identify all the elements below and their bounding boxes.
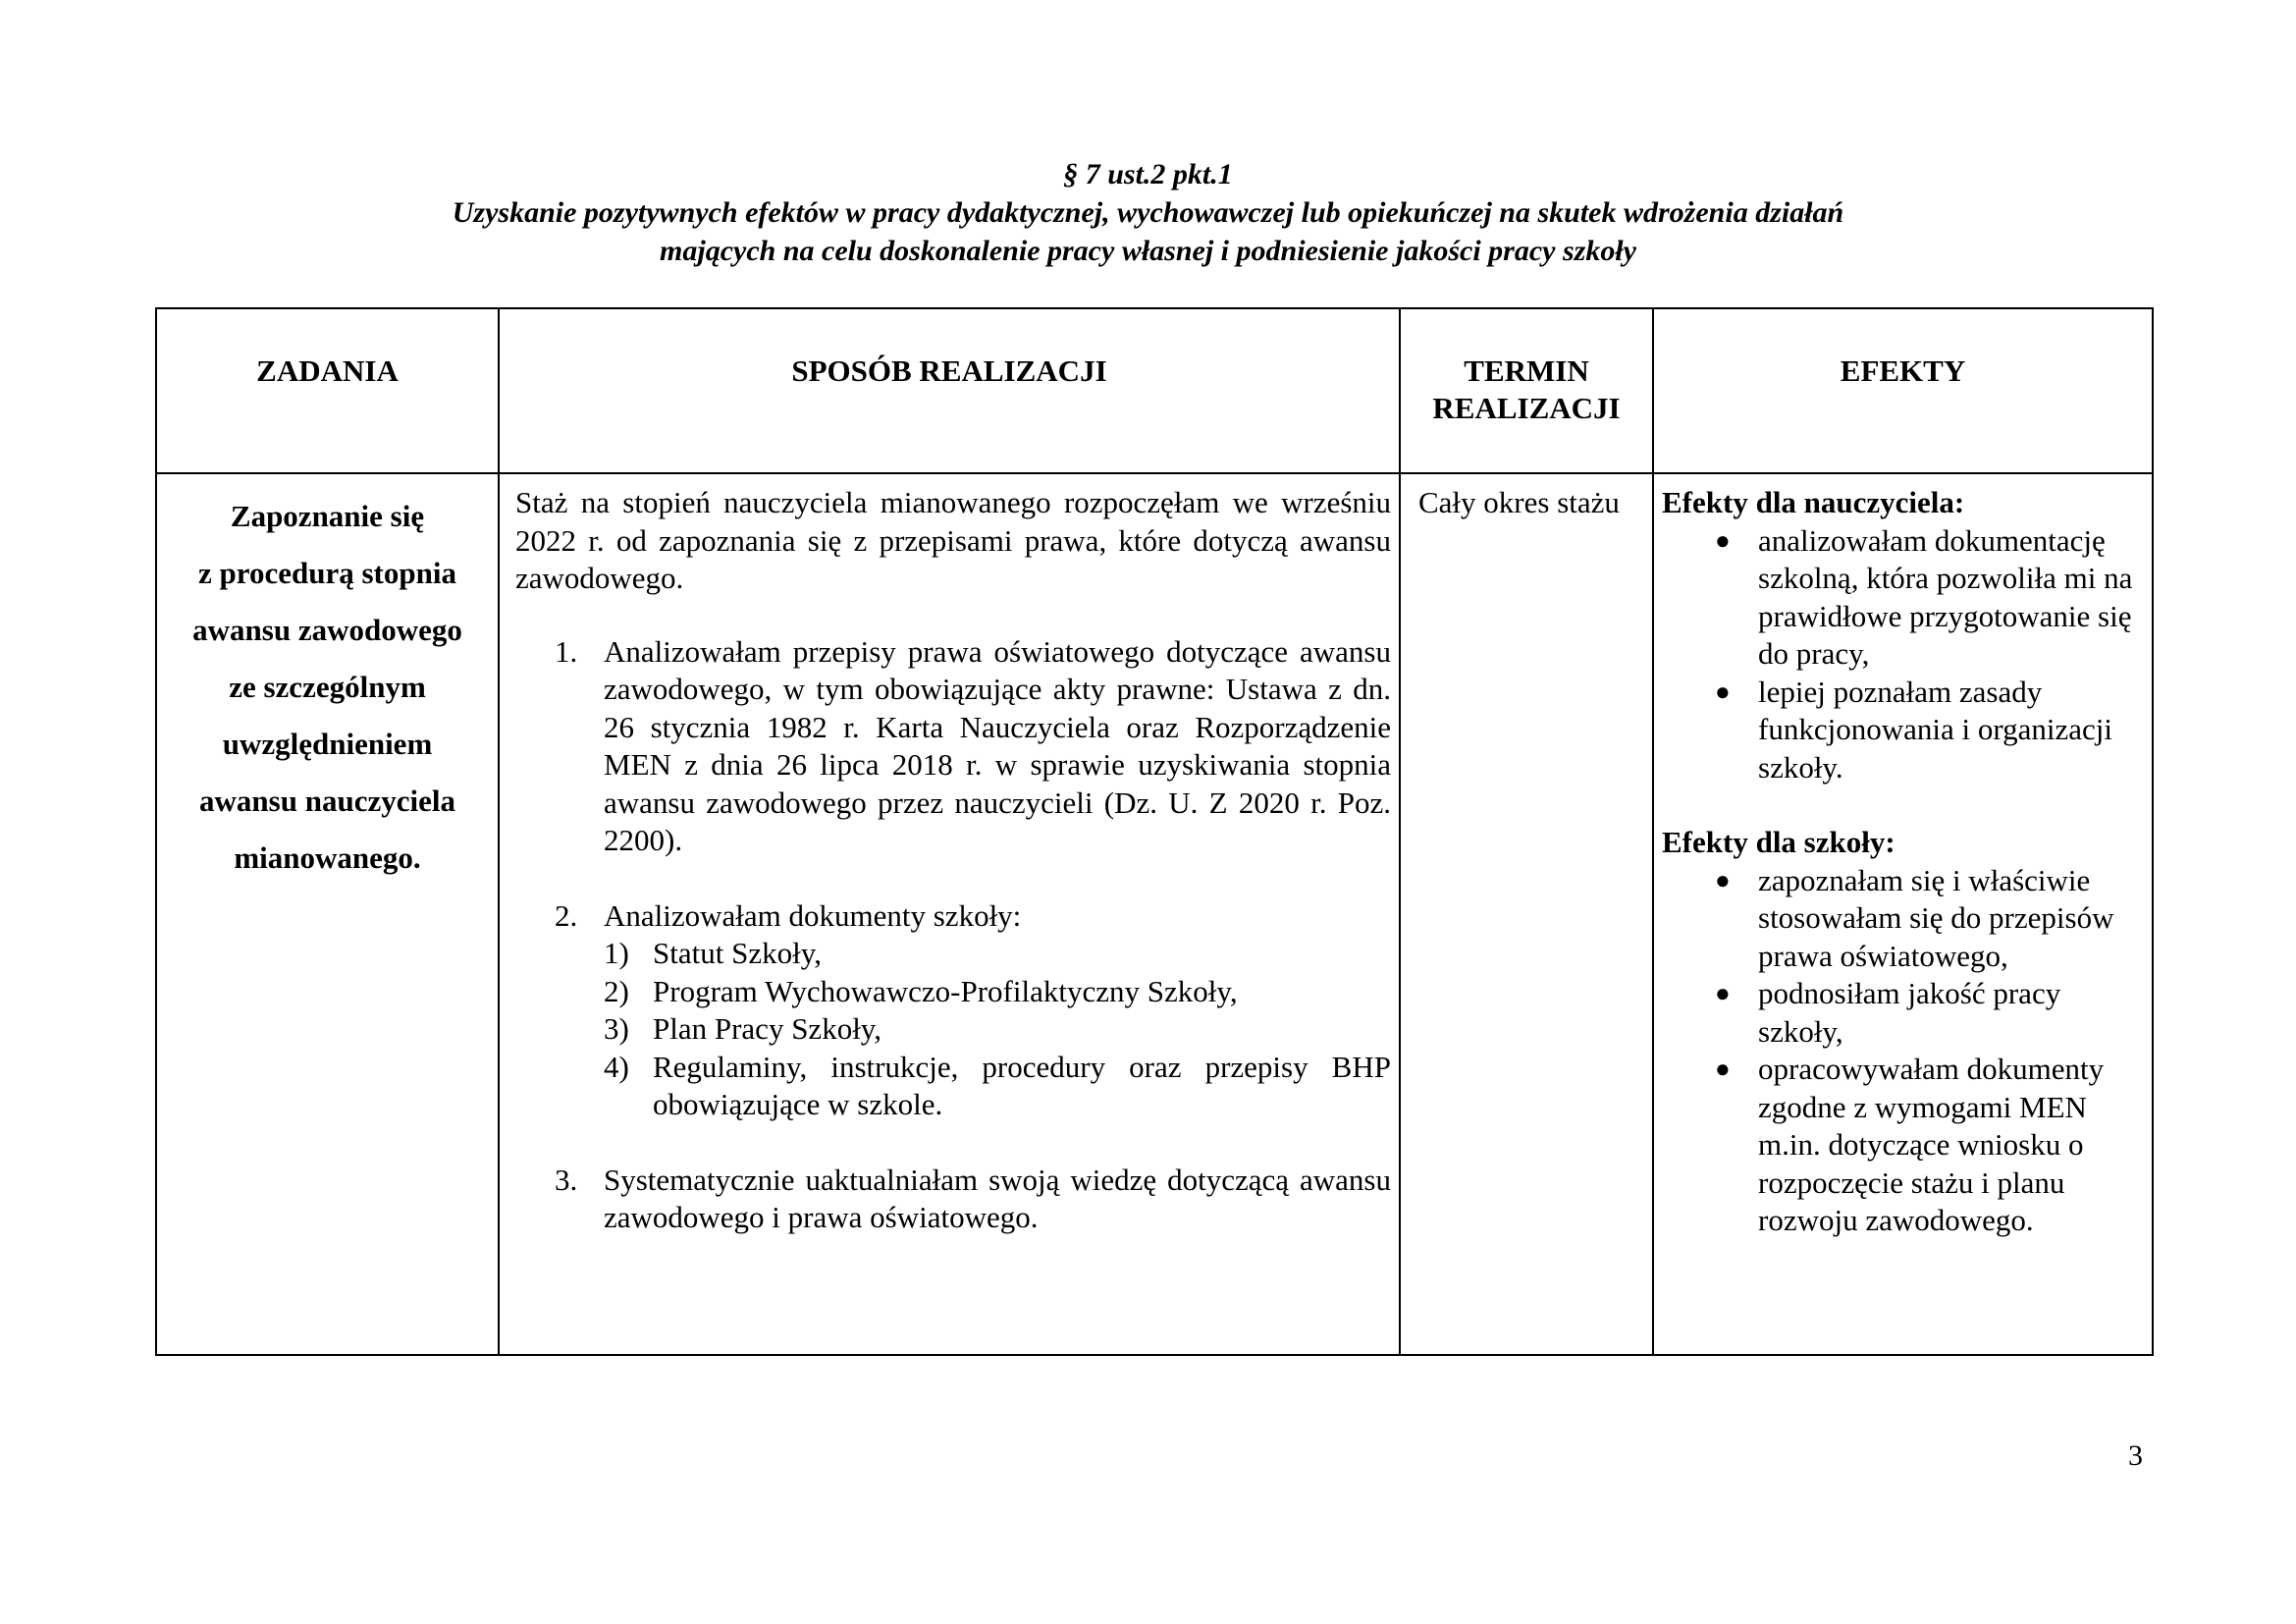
bullet-item-text: opracowywałam dokumenty zgodne z wymogami MEN m.in. dotyczące wniosku o rozpoczęcie stażu i planu rozwoju zawodowego. bbox=[1758, 1052, 2105, 1237]
sposob-cell bbox=[499, 473, 1400, 1355]
list-item-number: 2. bbox=[555, 897, 578, 933]
zadania-line: awansu nauczyciela bbox=[199, 784, 455, 818]
sposob-intro: Staż na stopień nauczyciela mianowanego rozpoczęłam we wrześniu 2022 r. od zapoznania się z przepisami prawa, które dotyczą awansu zawodowego. bbox=[515, 485, 1391, 595]
bullet-item-text: lepiej poznałam zasady funkcjonowania i organizacji szkoły. bbox=[1758, 674, 2112, 785]
header-termin-line2: REALIZACJI bbox=[1432, 391, 1621, 425]
list-item bbox=[515, 897, 1391, 1124]
zadania-line: awansu zawodowego bbox=[192, 613, 462, 647]
header-efekty: EFEKTY bbox=[1653, 308, 2153, 473]
efekty-teacher-list bbox=[1662, 522, 2144, 787]
sublist-item bbox=[604, 1010, 1391, 1049]
sublist-item-number: 1) bbox=[604, 936, 629, 970]
page-number: 3 bbox=[2128, 1439, 2143, 1472]
heading-paragraph-ref: § 7 ust.2 pkt.1 bbox=[1063, 158, 1233, 190]
bullet-item-text: podnosiłam jakość pracy szkoły, bbox=[1758, 976, 2061, 1049]
bullet-item-text: analizowałam dokumentację szkolną, która pozwoliła mi na prawidłowe przygotowanie się do pracy, bbox=[1758, 522, 2133, 671]
zadania-line: Zapoznanie się bbox=[230, 499, 425, 533]
sublist-item-text: Plan Pracy Szkoły, bbox=[653, 1011, 882, 1046]
zadania-line: z procedurą stopnia bbox=[198, 556, 456, 590]
list-item-text: Systematycznie uaktualniałam swoją wiedzę dotyczącą awansu zawodowego i prawa oświatowego. bbox=[604, 1162, 1391, 1234]
sublist-item-text: Statut Szkoły, bbox=[653, 936, 822, 970]
list-item-text: Analizowałam przepisy prawa oświatowego dotyczące awansu zawodowego, w tym obowiązujące akty prawne: Ustawa z dn. 26 stycznia 1982 r. Karta Nauczyciela oraz Rozporządzenie MEN z dnia 26 lipca 2018 r. w sprawie uzyskiwania stopnia awansu zawodowego przez nauczycieli (Dz. U. Z 2020 r. Poz. 2200). bbox=[604, 633, 1391, 857]
table-row bbox=[156, 473, 2153, 1355]
bullet-item bbox=[1662, 1051, 2144, 1240]
zadania-line: uwzględnieniem bbox=[222, 727, 433, 761]
zadania-cell bbox=[156, 473, 499, 1355]
list-item-number: 1. bbox=[555, 633, 578, 669]
bullet-item bbox=[1662, 975, 2144, 1051]
termin-cell: Cały okres stażu bbox=[1400, 473, 1653, 1355]
heading-title-line2: mających na celu doskonalenie pracy własnej i podniesienie jakości pracy szkoły bbox=[660, 235, 1636, 267]
header-zadania: ZADANIA bbox=[156, 308, 499, 473]
efekty-cell bbox=[1653, 473, 2153, 1355]
bullet-item bbox=[1662, 674, 2144, 787]
bullet-icon: ● bbox=[1715, 677, 1731, 706]
sublist-item-text: Program Wychowawczo-Profilaktyczny Szkoły, bbox=[653, 973, 1238, 1008]
header-termin-line1: TERMIN bbox=[1464, 353, 1589, 388]
bullet-icon: ● bbox=[1715, 865, 1731, 894]
sposob-list bbox=[515, 633, 1391, 1237]
sublist-item bbox=[604, 1049, 1391, 1124]
sublist-item bbox=[604, 935, 1391, 973]
list-item-number: 3. bbox=[555, 1162, 578, 1197]
bullet-icon: ● bbox=[1715, 525, 1731, 555]
list-item-text: Analizowałam dokumenty szkoły: bbox=[604, 897, 1022, 933]
efekty-school-title: Efekty dla szkoły: bbox=[1662, 825, 1896, 859]
bullet-icon: ● bbox=[1715, 1055, 1731, 1083]
sublist-item bbox=[604, 973, 1391, 1011]
zadania-line: mianowanego. bbox=[234, 840, 421, 875]
table-header-row bbox=[156, 308, 2153, 473]
bullet-item bbox=[1662, 862, 2144, 976]
efekty-teacher-title: Efekty dla nauczyciela: bbox=[1662, 485, 1965, 519]
zadania-line: ze szczególnym bbox=[229, 670, 426, 704]
sublist-item-text: Regulaminy, instrukcje, procedury oraz przepisy BHP obowiązujące w szkole. bbox=[653, 1049, 1391, 1121]
list-item bbox=[515, 1162, 1391, 1237]
header-termin bbox=[1400, 308, 1653, 473]
efekty-school-list bbox=[1662, 862, 2144, 1240]
bullet-icon: ● bbox=[1715, 979, 1731, 1007]
heading-title-line1: Uzyskanie pozytywnych efektów w pracy dydaktycznej, wychowawczej lub opiekuńczej na skutek wdrożenia działań bbox=[452, 196, 1844, 229]
development-plan-table bbox=[155, 307, 2154, 1356]
document-heading bbox=[0, 155, 2296, 270]
list-item bbox=[515, 633, 1391, 860]
bullet-item bbox=[1662, 522, 2144, 674]
header-sposob: SPOSÓB REALIZACJI bbox=[499, 308, 1400, 473]
sposob-sublist bbox=[604, 935, 1391, 1124]
sublist-item-number: 3) bbox=[604, 1011, 629, 1046]
sublist-item-number: 4) bbox=[604, 1049, 629, 1084]
bullet-item-text: zapoznałam się i właściwie stosowałam się do przepisów prawa oświatowego, bbox=[1758, 862, 2114, 973]
sublist-item-number: 2) bbox=[604, 973, 629, 1008]
